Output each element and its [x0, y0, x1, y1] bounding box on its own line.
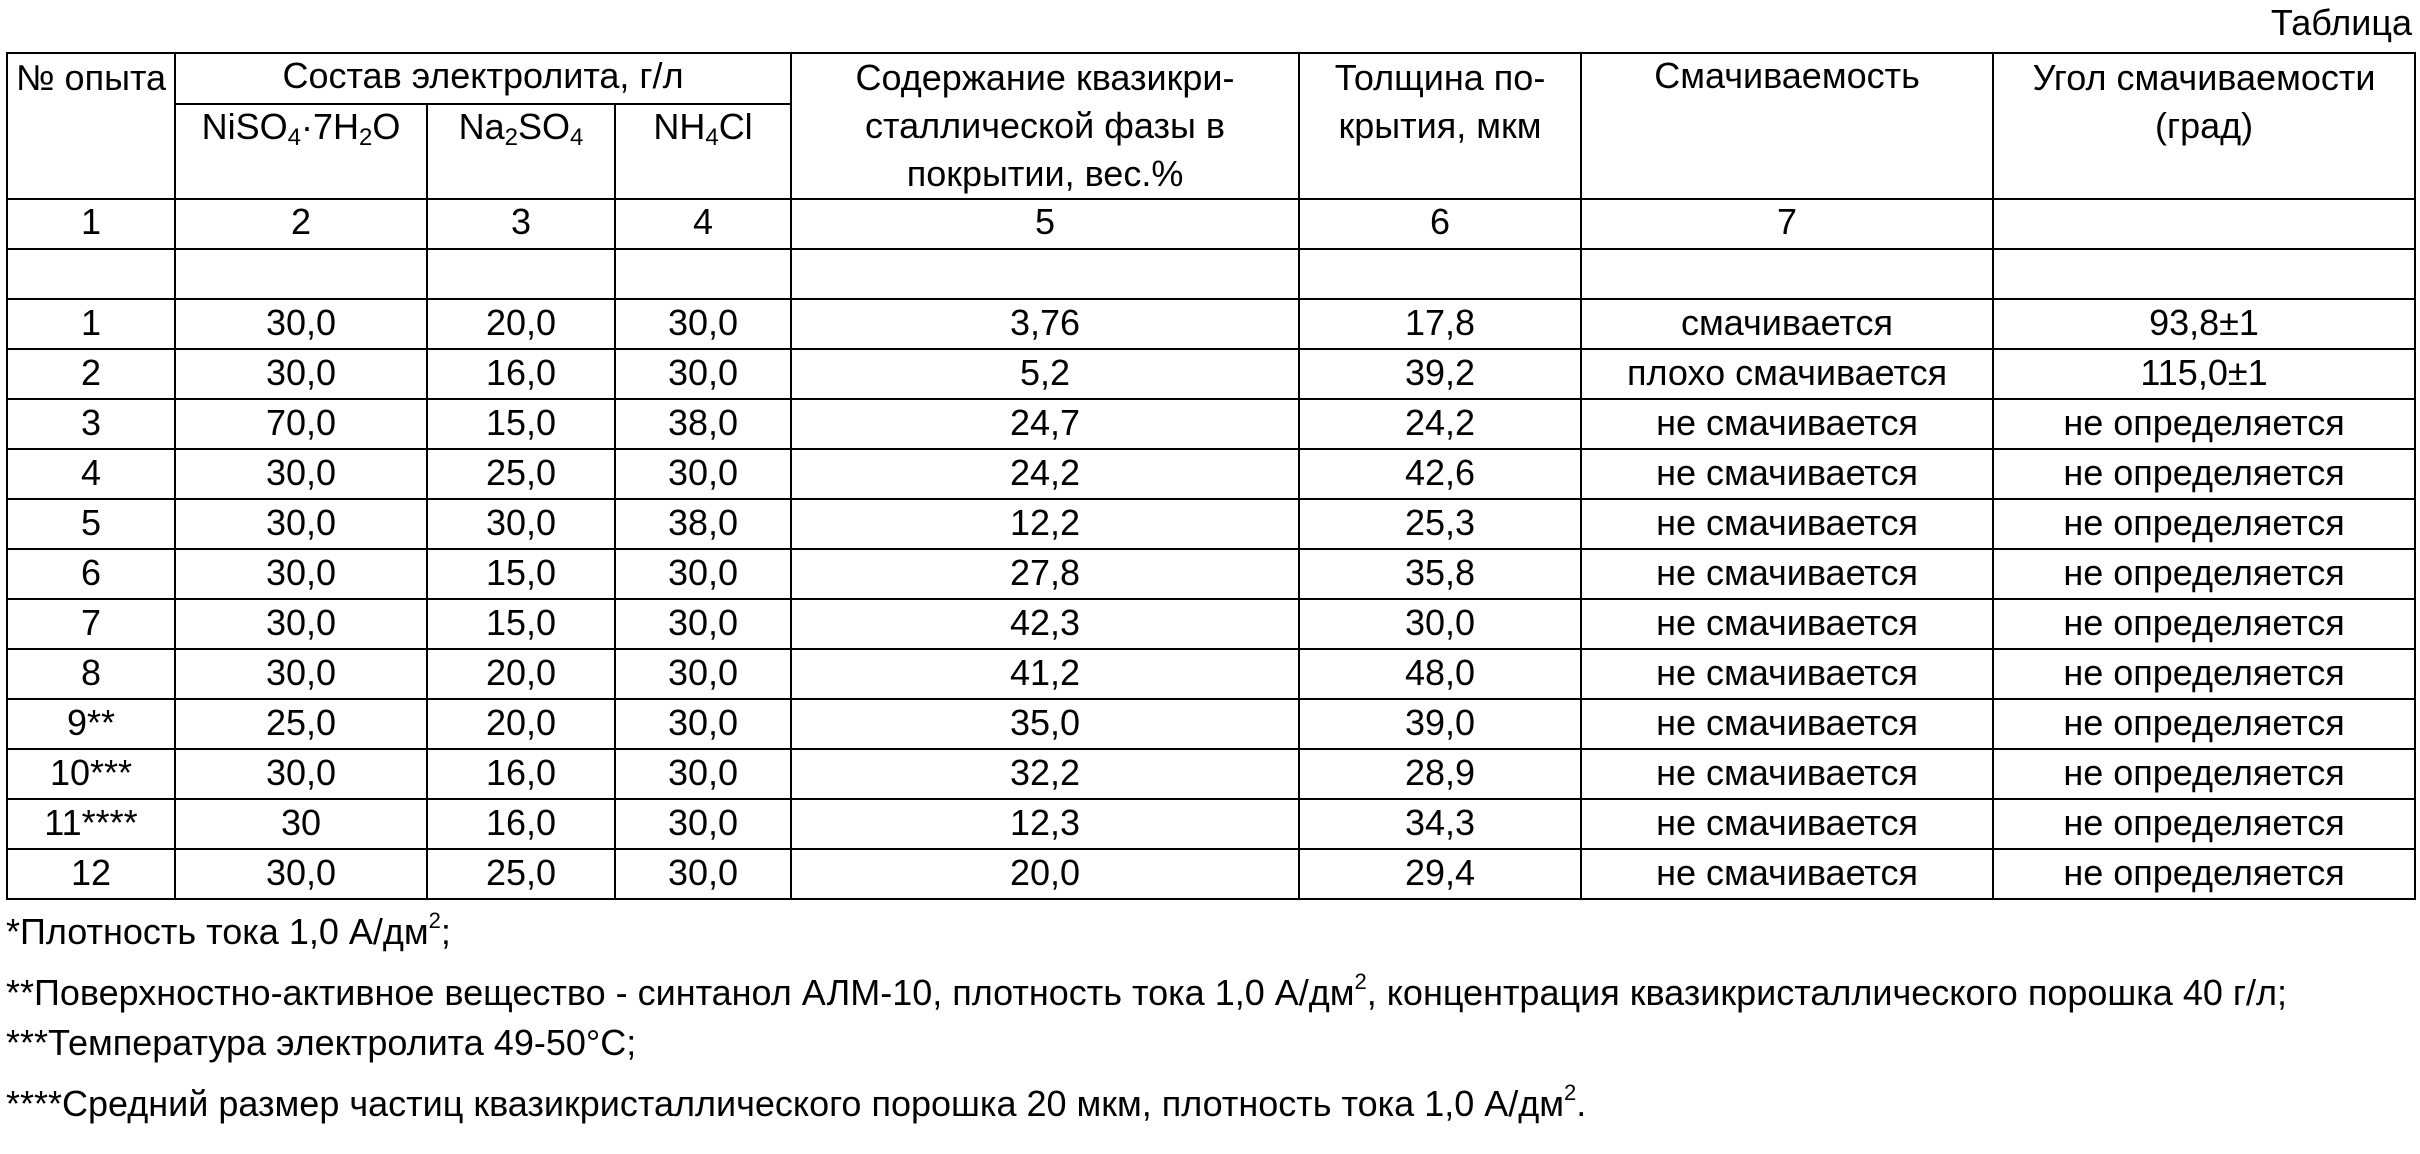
cell-nickel-sulfate: 30,0	[175, 599, 427, 649]
blank-row	[7, 249, 2415, 299]
cell-coating-thickness: 35,8	[1299, 549, 1581, 599]
cell-sodium-sulfate: 30,0	[427, 499, 615, 549]
cell-ammonium-chloride: 30,0	[615, 549, 791, 599]
cell-experiment-number: 7	[7, 599, 175, 649]
cell-experiment-number: 9**	[7, 699, 175, 749]
cell-wettability: не смачивается	[1581, 649, 1993, 699]
table-row	[7, 549, 2415, 599]
cell-sodium-sulfate: 15,0	[427, 599, 615, 649]
table-cell	[7, 249, 175, 299]
cell-wetting-angle: 93,8±1	[1993, 299, 2415, 349]
table-row	[7, 599, 2415, 649]
cell-coating-thickness: 24,2	[1299, 399, 1581, 449]
header-wetting-angle: Угол смачиваемости (град)	[1993, 53, 2415, 199]
column-number: 1	[7, 199, 175, 249]
cell-nickel-sulfate: 30,0	[175, 499, 427, 549]
table-cell	[1299, 249, 1581, 299]
table-row	[7, 799, 2415, 849]
table-cell	[1581, 249, 1993, 299]
table-cell	[791, 249, 1299, 299]
header-coating-thickness: Толщина по-крытия, мкм	[1299, 53, 1581, 199]
table-cell	[427, 249, 615, 299]
cell-wettability: не смачивается	[1581, 399, 1993, 449]
table-row	[7, 849, 2415, 899]
cell-quasicrystal-content: 12,3	[791, 799, 1299, 849]
column-number: 7	[1581, 199, 1993, 249]
results-table	[6, 52, 2416, 900]
cell-ammonium-chloride: 38,0	[615, 499, 791, 549]
cell-quasicrystal-content: 12,2	[791, 499, 1299, 549]
cell-wetting-angle: не определяется	[1993, 849, 2415, 899]
cell-coating-thickness: 42,6	[1299, 449, 1581, 499]
cell-quasicrystal-content: 20,0	[791, 849, 1299, 899]
cell-experiment-number: 1	[7, 299, 175, 349]
cell-ammonium-chloride: 30,0	[615, 799, 791, 849]
cell-ammonium-chloride: 30,0	[615, 849, 791, 899]
table-cell	[1993, 249, 2415, 299]
footnote-4: ****Средний размер частиц квазикристаллического порошка 20 мкм, плотность тока 1,0 $А/дм^2$.	[6, 1080, 1587, 1124]
table-row	[7, 749, 2415, 799]
table-row	[7, 499, 2415, 549]
cell-wettability: не смачивается	[1581, 449, 1993, 499]
footnotes	[6, 896, 2406, 1129]
column-number	[1993, 199, 2415, 249]
cell-ammonium-chloride: 30,0	[615, 299, 791, 349]
cell-quasicrystal-content: 32,2	[791, 749, 1299, 799]
column-number: 2	[175, 199, 427, 249]
cell-coating-thickness: 39,2	[1299, 349, 1581, 399]
cell-quasicrystal-content: 24,2	[791, 449, 1299, 499]
cell-sodium-sulfate: 16,0	[427, 799, 615, 849]
cell-sodium-sulfate: 16,0	[427, 349, 615, 399]
column-number: 4	[615, 199, 791, 249]
cell-wettability: не смачивается	[1581, 599, 1993, 649]
cell-wetting-angle: не определяется	[1993, 799, 2415, 849]
cell-experiment-number: 11****	[7, 799, 175, 849]
cell-nickel-sulfate: 30,0	[175, 749, 427, 799]
cell-quasicrystal-content: 41,2	[791, 649, 1299, 699]
cell-wettability: не смачивается	[1581, 699, 1993, 749]
cell-coating-thickness: 28,9	[1299, 749, 1581, 799]
table-cell	[175, 249, 427, 299]
table-row	[7, 399, 2415, 449]
cell-quasicrystal-content: 5,2	[791, 349, 1299, 399]
cell-sodium-sulfate: 25,0	[427, 449, 615, 499]
cell-wetting-angle: не определяется	[1993, 699, 2415, 749]
cell-sodium-sulfate: 25,0	[427, 849, 615, 899]
cell-nickel-sulfate: 30,0	[175, 449, 427, 499]
column-number: 6	[1299, 199, 1581, 249]
cell-sodium-sulfate: 15,0	[427, 549, 615, 599]
cell-sodium-sulfate: 20,0	[427, 699, 615, 749]
table-row	[7, 349, 2415, 399]
table-caption: Таблица	[2270, 2, 2412, 43]
cell-wetting-angle: 115,0±1	[1993, 349, 2415, 399]
cell-quasicrystal-content: 42,3	[791, 599, 1299, 649]
footnote-3: ***Температура электролита 49-50°С;	[6, 1022, 637, 1063]
cell-coating-thickness: 25,3	[1299, 499, 1581, 549]
header-experiment-number: № опыта	[7, 53, 175, 199]
cell-ammonium-chloride: 38,0	[615, 399, 791, 449]
column-number: 3	[427, 199, 615, 249]
cell-coating-thickness: 17,8	[1299, 299, 1581, 349]
cell-wettability: не смачивается	[1581, 499, 1993, 549]
cell-sodium-sulfate: 15,0	[427, 399, 615, 449]
cell-ammonium-chloride: 30,0	[615, 649, 791, 699]
column-number-row	[7, 199, 2415, 249]
cell-ammonium-chloride: 30,0	[615, 749, 791, 799]
cell-ammonium-chloride: 30,0	[615, 699, 791, 749]
cell-nickel-sulfate: 30,0	[175, 349, 427, 399]
cell-nickel-sulfate: 30	[175, 799, 427, 849]
cell-nickel-sulfate: 70,0	[175, 399, 427, 449]
cell-nickel-sulfate: 30,0	[175, 299, 427, 349]
cell-ammonium-chloride: 30,0	[615, 349, 791, 399]
cell-quasicrystal-content: 35,0	[791, 699, 1299, 749]
table-row	[7, 699, 2415, 749]
header-sodium-sulfate: $Na_2SO_4$	[427, 104, 615, 199]
cell-quasicrystal-content: 3,76	[791, 299, 1299, 349]
footnote-2: **Поверхностно-активное вещество - синтанол АЛМ-10, плотность тока 1,0 $А/дм^2$, концентрация квазикристаллического порошка 40 г/л;	[6, 969, 2288, 1013]
cell-sodium-sulfate: 20,0	[427, 299, 615, 349]
header-wettability: Смачиваемость	[1581, 53, 1993, 199]
cell-experiment-number: 3	[7, 399, 175, 449]
cell-coating-thickness: 34,3	[1299, 799, 1581, 849]
cell-wetting-angle: не определяется	[1993, 399, 2415, 449]
cell-quasicrystal-content: 27,8	[791, 549, 1299, 599]
table-row	[7, 649, 2415, 699]
cell-wettability: смачивается	[1581, 299, 1993, 349]
cell-sodium-sulfate: 20,0	[427, 649, 615, 699]
cell-experiment-number: 4	[7, 449, 175, 499]
cell-nickel-sulfate: 30,0	[175, 649, 427, 699]
cell-wetting-angle: не определяется	[1993, 499, 2415, 549]
cell-wetting-angle: не определяется	[1993, 449, 2415, 499]
cell-experiment-number: 10***	[7, 749, 175, 799]
table-row	[7, 299, 2415, 349]
cell-wettability: не смачивается	[1581, 799, 1993, 849]
cell-wettability: не смачивается	[1581, 549, 1993, 599]
cell-experiment-number: 12	[7, 849, 175, 899]
cell-wettability: плохо смачивается	[1581, 349, 1993, 399]
cell-experiment-number: 5	[7, 499, 175, 549]
cell-wetting-angle: не определяется	[1993, 749, 2415, 799]
cell-coating-thickness: 48,0	[1299, 649, 1581, 699]
cell-experiment-number: 2	[7, 349, 175, 399]
header-ammonium-chloride: $NH_4Cl$	[615, 104, 791, 199]
cell-experiment-number: 8	[7, 649, 175, 699]
cell-coating-thickness: 30,0	[1299, 599, 1581, 649]
cell-quasicrystal-content: 24,7	[791, 399, 1299, 449]
cell-nickel-sulfate: 25,0	[175, 699, 427, 749]
cell-experiment-number: 6	[7, 549, 175, 599]
cell-wetting-angle: не определяется	[1993, 549, 2415, 599]
cell-wetting-angle: не определяется	[1993, 649, 2415, 699]
cell-nickel-sulfate: 30,0	[175, 849, 427, 899]
table-row	[7, 449, 2415, 499]
cell-coating-thickness: 39,0	[1299, 699, 1581, 749]
header-electrolyte-composition: Состав электролита, г/л	[175, 53, 791, 104]
table-body	[7, 299, 2415, 899]
cell-coating-thickness: 29,4	[1299, 849, 1581, 899]
cell-sodium-sulfate: 16,0	[427, 749, 615, 799]
header-quasicrystal-content: Содержание квазикри-сталлической фазы в покрытии, вес.%	[791, 53, 1299, 199]
cell-wettability: не смачивается	[1581, 749, 1993, 799]
header-nickel-sulfate: $NiSO_4\cdot 7H_2O$	[175, 104, 427, 199]
cell-wetting-angle: не определяется	[1993, 599, 2415, 649]
cell-nickel-sulfate: 30,0	[175, 549, 427, 599]
cell-ammonium-chloride: 30,0	[615, 599, 791, 649]
footnote-1: *Плотность тока 1,0 $А/дм^2$;	[6, 908, 451, 952]
column-number: 5	[791, 199, 1299, 249]
cell-wettability: не смачивается	[1581, 849, 1993, 899]
table-cell	[615, 249, 791, 299]
cell-ammonium-chloride: 30,0	[615, 449, 791, 499]
